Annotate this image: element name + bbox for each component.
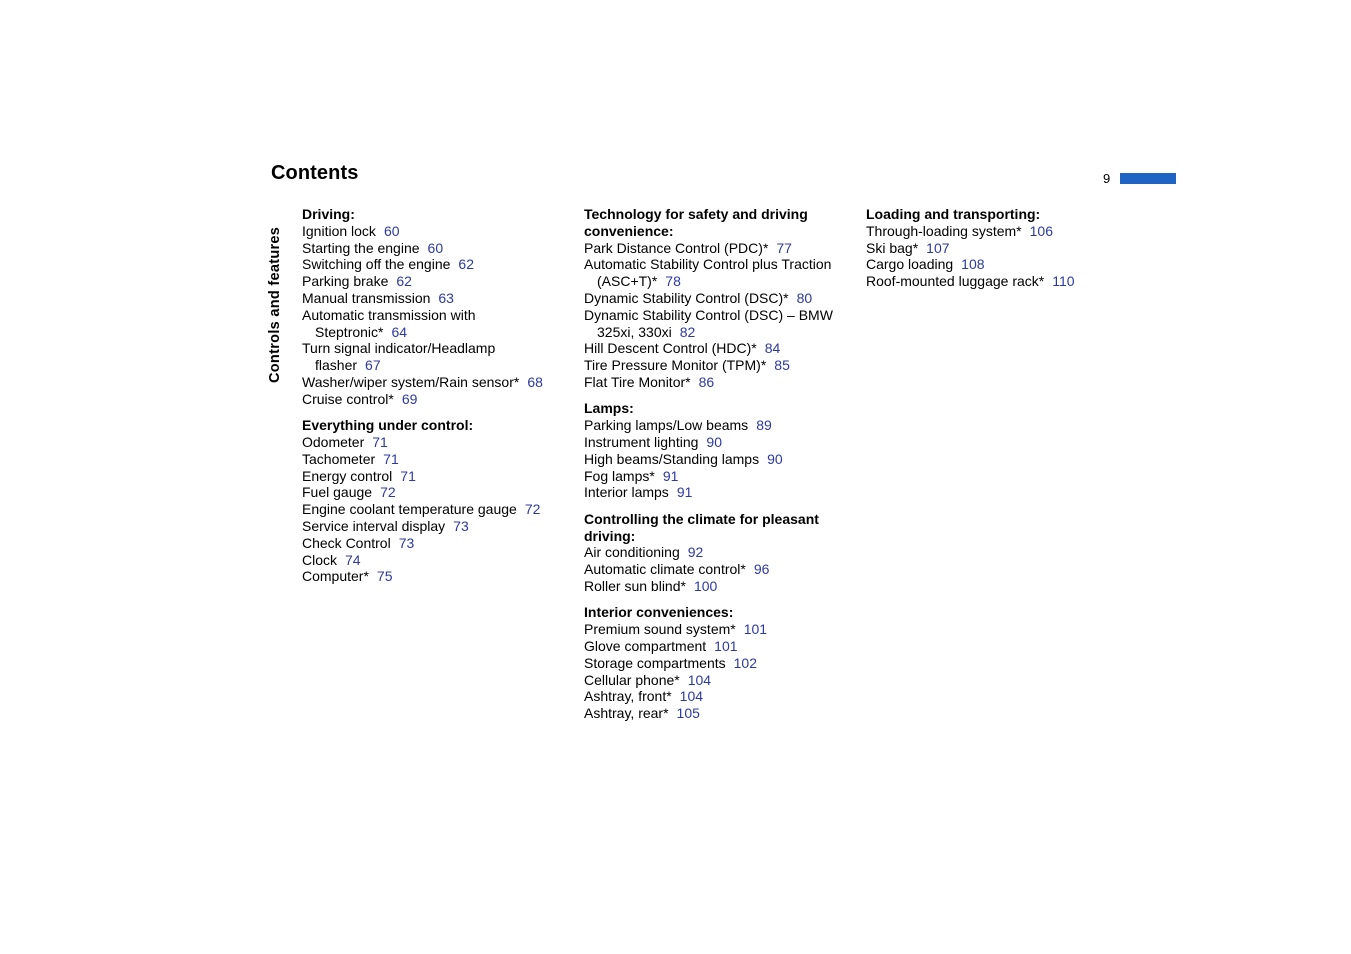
toc-section	[584, 206, 834, 391]
toc-page-link[interactable]: 89	[756, 417, 772, 434]
page-number: 9	[1103, 171, 1111, 186]
toc-page-link[interactable]: 90	[706, 433, 722, 450]
toc-page-link[interactable]: 107	[926, 239, 950, 256]
toc-page-link[interactable]: 92	[687, 544, 704, 561]
toc-entry-label: Ashtray, front*	[584, 688, 672, 705]
toc-entry-label: Cruise control*	[302, 390, 394, 407]
toc-page-link[interactable]: 63	[438, 289, 454, 306]
toc-entry	[584, 240, 834, 257]
toc-page-link[interactable]: 62	[396, 273, 412, 290]
toc-entry-label: Automatic Stability Control plus Traction (ASC+T)*	[584, 256, 832, 290]
toc-page-link[interactable]: 104	[679, 688, 704, 705]
toc-page-link[interactable]: 78	[665, 273, 681, 290]
toc-entry	[302, 223, 552, 240]
toc-entry	[584, 468, 834, 485]
toc-section	[584, 400, 834, 501]
toc-entry-label: Dynamic Stability Control (DSC)*	[584, 289, 789, 306]
toc-entry	[584, 672, 834, 689]
toc-entry	[584, 544, 834, 561]
toc-page-link[interactable]: 77	[776, 239, 792, 256]
toc-entry-label: Ignition lock	[302, 222, 376, 239]
toc-page-link[interactable]: 75	[376, 568, 393, 585]
toc-page-link[interactable]: 104	[687, 671, 712, 688]
toc-entry	[866, 223, 1116, 240]
toc-entry	[302, 340, 552, 374]
toc-entry	[584, 434, 834, 451]
toc-page-link[interactable]: 101	[743, 621, 768, 638]
toc-entry	[866, 273, 1116, 290]
toc-section	[302, 417, 552, 585]
toc-page-link[interactable]: 60	[427, 239, 444, 256]
toc-entry-label: Ashtray, rear*	[584, 705, 669, 722]
toc-entry-label: Check Control	[302, 534, 391, 551]
toc-entry-label: Engine coolant temperature gauge	[302, 501, 517, 518]
page-title: Contents	[271, 162, 359, 184]
toc-page-link[interactable]: 71	[400, 467, 416, 484]
toc-entry	[302, 307, 552, 341]
toc-entry-label: Premium sound system*	[584, 621, 736, 638]
toc-entry-label: Washer/wiper system/Rain sensor*	[302, 373, 520, 390]
toc-page-link[interactable]: 96	[753, 561, 770, 578]
toc-page-link[interactable]: 90	[767, 450, 783, 467]
toc-entry	[584, 290, 834, 307]
toc-entry-label: Energy control	[302, 467, 393, 484]
toc-entry-label: Clock	[302, 551, 338, 568]
toc-entry-label: Air conditioning	[584, 544, 680, 561]
toc-entry	[302, 535, 552, 552]
toc-entry-label: Glove compartment	[584, 637, 707, 654]
toc-entry-label: Cellular phone*	[584, 671, 680, 688]
toc-page-link[interactable]: 69	[401, 390, 418, 407]
toc-section	[302, 206, 552, 408]
page-accent-bar	[1120, 173, 1176, 184]
toc-page-link[interactable]: 86	[698, 373, 715, 390]
toc-entry-label: Cargo loading	[866, 256, 954, 273]
toc-entry	[584, 374, 834, 391]
toc-page-link[interactable]: 82	[679, 323, 696, 340]
toc-page-link[interactable]: 101	[714, 637, 738, 654]
toc-section-heading: Loading and transporting:	[866, 206, 1041, 222]
toc-entry	[584, 484, 834, 501]
toc-section-heading: Interior conveniences:	[584, 604, 734, 621]
toc-page-link[interactable]: 68	[527, 373, 543, 390]
toc-entry	[584, 655, 834, 672]
toc-entry-label: Through-loading system*	[866, 222, 1022, 239]
toc-entry-label: Roller sun blind*	[584, 577, 686, 594]
toc-entry-label: Odometer	[302, 433, 365, 450]
toc-entry-label: Dynamic Stability Control (DSC) – BMW 325xi, 330xi	[584, 306, 833, 340]
toc-entry	[584, 578, 834, 595]
toc-page-link[interactable]: 91	[662, 467, 679, 484]
toc-section-heading: Everything under control:	[302, 417, 474, 434]
toc-entry	[302, 484, 552, 501]
toc-entry-label: Manual transmission	[302, 289, 431, 306]
toc-entry	[302, 256, 552, 273]
toc-entry-label: Automatic climate control*	[584, 561, 746, 578]
toc-entry	[584, 357, 834, 374]
toc-entry-label: Storage compartments	[584, 654, 726, 671]
toc-entry-label: Tire Pressure Monitor (TPM)*	[584, 357, 767, 374]
toc-entry-label: Hill Descent Control (HDC)*	[584, 340, 757, 357]
toc-entry-label: Park Distance Control (PDC)*	[584, 239, 769, 256]
toc-entry-label: Roof-mounted luggage rack*	[866, 273, 1045, 290]
toc-page-link[interactable]: 100	[693, 577, 718, 594]
toc-entry	[866, 256, 1116, 273]
toc-entry-label: Automatic transmission with Steptronic*	[302, 306, 476, 340]
toc-page-link[interactable]: 62	[458, 256, 474, 273]
toc-entry	[584, 307, 834, 341]
toc-column-1	[302, 206, 552, 595]
toc-page-link[interactable]: 73	[453, 517, 469, 534]
toc-page-link[interactable]: 72	[524, 501, 541, 518]
toc-page-link[interactable]: 72	[380, 484, 396, 501]
toc-page-link[interactable]: 85	[774, 357, 790, 374]
toc-entry	[584, 561, 834, 578]
toc-entry-label: Interior lamps	[584, 484, 669, 501]
toc-page-link[interactable]: 110	[1052, 273, 1075, 290]
toc-entry-label: Fog lamps*	[584, 467, 655, 484]
toc-entry	[866, 240, 1116, 257]
toc-section-heading: Driving:	[302, 206, 355, 222]
toc-entry	[302, 273, 552, 290]
toc-section-heading: Technology for safety and driving convenience:	[584, 206, 808, 239]
toc-entry-label: Parking lamps/Low beams	[584, 417, 749, 434]
toc-page-link[interactable]: 91	[676, 484, 693, 501]
toc-page-link[interactable]: 71	[383, 450, 399, 467]
toc-entry	[302, 501, 552, 518]
toc-entry	[302, 391, 552, 408]
toc-page-link[interactable]: 84	[764, 340, 781, 357]
toc-entry	[584, 340, 834, 357]
toc-entry-label: Ski bag*	[866, 239, 919, 256]
toc-page-link[interactable]: 64	[391, 323, 408, 340]
toc-column-3	[866, 206, 1116, 300]
toc-entry-label: Parking brake	[302, 273, 389, 290]
toc-section	[866, 206, 1116, 290]
toc-page-link[interactable]: 102	[733, 654, 757, 671]
toc-entry-label: Instrument lighting	[584, 433, 699, 450]
toc-page-link[interactable]: 106	[1029, 222, 1053, 239]
toc-entry	[584, 688, 834, 705]
toc-entry	[302, 290, 552, 307]
toc-entry-label: Switching off the engine	[302, 256, 451, 273]
toc-entry	[584, 621, 834, 638]
toc-section	[584, 511, 834, 595]
toc-entry-label: Tachometer	[302, 450, 376, 467]
toc-column-2	[584, 206, 834, 731]
toc-entry	[584, 256, 834, 290]
toc-page-link[interactable]: 108	[961, 256, 985, 273]
toc-section-heading: Controlling the climate for pleasant driving:	[584, 510, 819, 544]
toc-page-link[interactable]: 67	[365, 357, 381, 374]
toc-entry	[584, 417, 834, 434]
toc-entry	[302, 434, 552, 451]
toc-section-heading: Lamps:	[584, 400, 634, 417]
toc-entry	[302, 552, 552, 569]
toc-page-link[interactable]: 60	[383, 222, 400, 239]
toc-entry-label: Computer*	[302, 568, 369, 585]
toc-page-link[interactable]: 73	[398, 534, 415, 551]
toc-entry	[302, 451, 552, 468]
toc-entry	[584, 451, 834, 468]
toc-entry-label: High beams/Standing lamps	[584, 450, 760, 467]
toc-page-link[interactable]: 71	[372, 433, 388, 450]
toc-entry-label: Fuel gauge	[302, 484, 373, 501]
toc-entry	[584, 638, 834, 655]
toc-entry	[302, 518, 552, 535]
toc-page-link[interactable]: 80	[796, 289, 813, 306]
toc-entry-label: Turn signal indicator/Headlamp flasher	[302, 340, 496, 374]
toc-entry-label: Flat Tire Monitor*	[584, 373, 691, 390]
toc-page-link[interactable]: 105	[676, 705, 700, 722]
toc-entry	[302, 468, 552, 485]
toc-section	[584, 604, 834, 722]
toc-entry	[302, 568, 552, 585]
toc-entry	[302, 374, 552, 391]
toc-entry-label: Service interval display	[302, 517, 446, 534]
toc-entry	[584, 705, 834, 722]
toc-entry	[302, 240, 552, 257]
section-side-label: Controls and features	[267, 226, 283, 383]
toc-page-link[interactable]: 74	[345, 551, 361, 568]
toc-entry-label: Starting the engine	[302, 239, 420, 256]
